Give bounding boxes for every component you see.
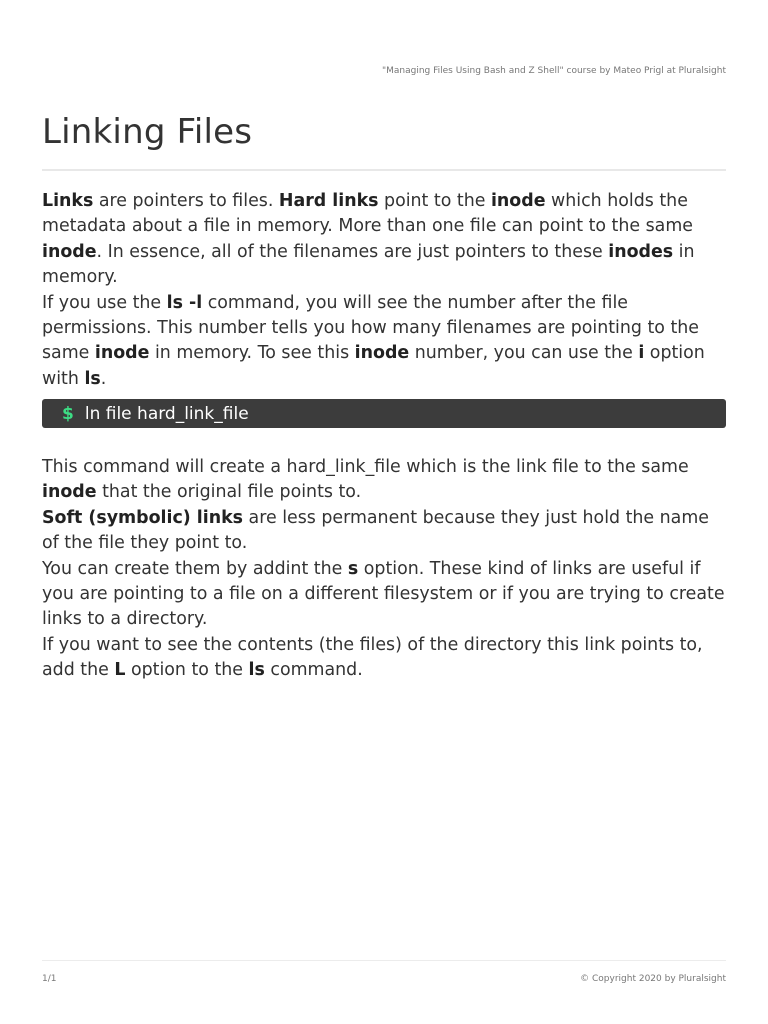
bold-term: ls <box>84 368 101 389</box>
intro-paragraph <box>42 189 726 392</box>
shell-prompt-icon: $ <box>62 403 74 424</box>
text-run: . <box>100 368 107 389</box>
bold-term: L <box>114 660 126 681</box>
text-run: number, you can use the <box>409 343 639 364</box>
code-block[interactable] <box>42 399 726 428</box>
text-run: that the original file points to. <box>96 482 362 503</box>
copyright-notice: © Copyright 2020 by Pluralsight <box>580 974 726 984</box>
bold-term: ls <box>248 660 265 681</box>
code-command[interactable]: ln file hard_link_file <box>84 403 249 424</box>
text-run: option with <box>42 343 705 389</box>
footer-divider <box>42 960 726 961</box>
text-run: point to the <box>378 191 491 211</box>
text-run: are pointers to files. <box>93 191 279 211</box>
course-attribution: "Managing Files Using Bash and Z Shell" course by Mateo Prigl at Pluralsight <box>381 66 726 76</box>
bold-term: s <box>347 558 359 579</box>
text-run: command. <box>264 660 363 681</box>
bold-term: inode <box>94 343 150 364</box>
text-run: This command will create a hard_link_file which is the link file to the same <box>42 457 689 477</box>
bold-term: Hard links <box>278 191 379 211</box>
title-divider <box>42 169 726 171</box>
text-run: are less permanent because they just hold the name of the file they point to. <box>42 507 709 554</box>
text-run: command, you will see the number after the file permissions. This number tells you how many filenames are pointing to the same <box>42 292 699 364</box>
bold-term: i <box>638 343 645 364</box>
text-run: You can create them by addint the <box>42 558 348 579</box>
body-paragraph <box>42 455 726 684</box>
bold-term: ls -l <box>166 292 203 313</box>
text-run: in memory. To see this <box>149 343 355 364</box>
bold-term: inode <box>42 241 97 262</box>
text-run: option. These kind of links are useful if you are pointing to a file on a different filesystem or if you are trying to create links to a directory. <box>42 558 725 630</box>
bold-term: Links <box>42 191 94 211</box>
page-title: Linking Files <box>42 112 253 152</box>
bold-term: inodes <box>608 241 674 262</box>
text-run: If you want to see the contents (the files) of the directory this link points to, add the <box>42 634 703 681</box>
bold-term: inode <box>42 482 97 503</box>
text-run: in memory. <box>42 241 695 288</box>
text-run: which holds the metadata about a file in memory. More than one file can point to the same <box>42 191 693 237</box>
document-page <box>42 0 726 1024</box>
bold-term: Soft (symbolic) links <box>42 507 244 528</box>
page-number: 1/1 <box>42 974 57 984</box>
text-run: . In essence, all of the filenames are just pointers to these <box>96 241 609 262</box>
bold-term: inode <box>354 343 410 364</box>
bold-term: inode <box>490 191 546 211</box>
text-run: If you use the <box>42 292 167 313</box>
text-run: option to the <box>125 660 249 681</box>
